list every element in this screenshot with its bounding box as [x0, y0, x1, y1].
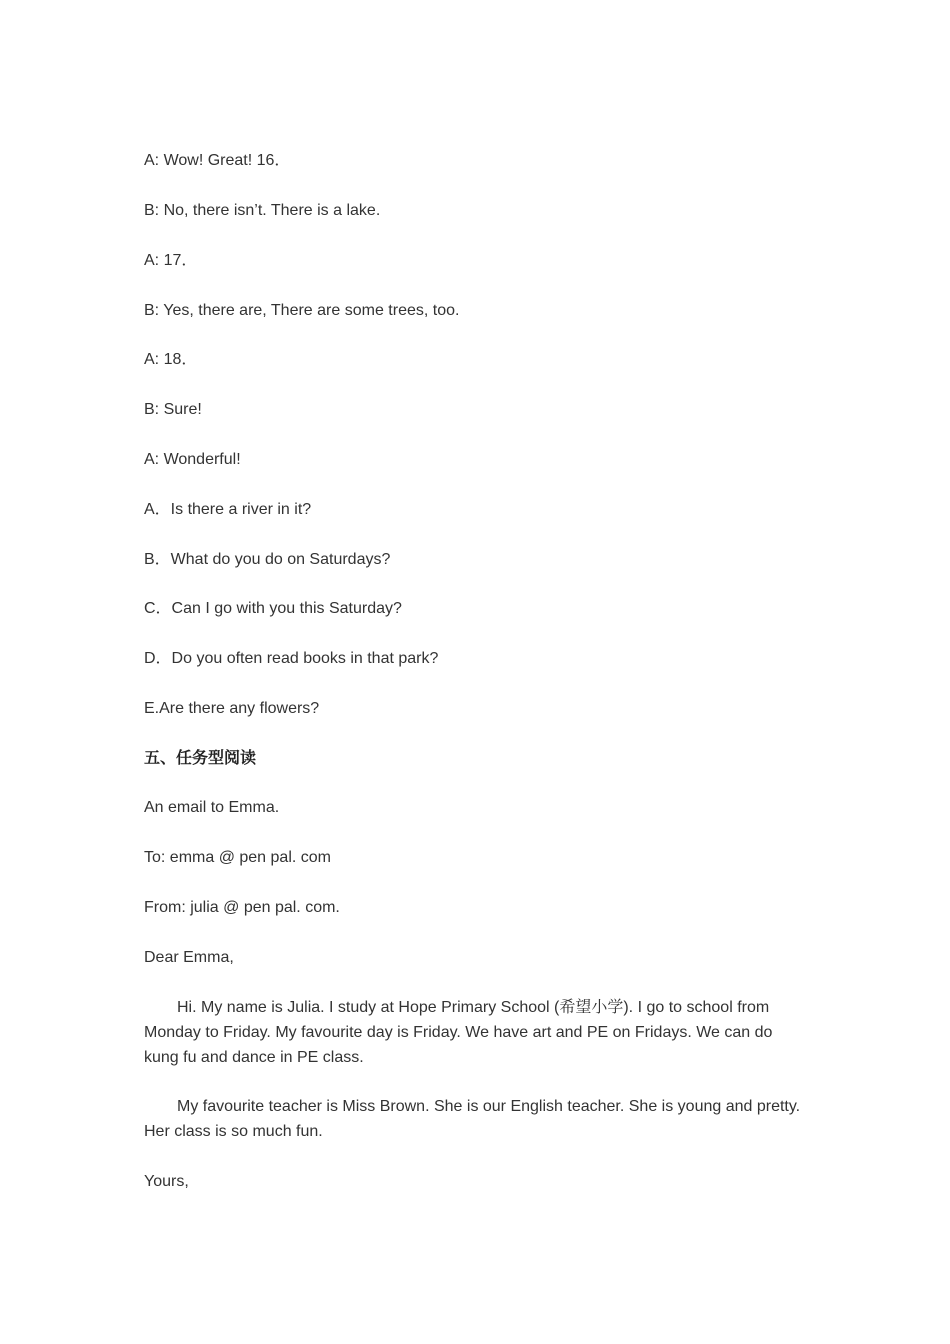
dialogue-line-5: A: 18．	[144, 351, 198, 368]
option-c: C．Can I go with you this Saturday?	[144, 600, 402, 617]
option-d: D．Do you often read books in that park?	[144, 650, 439, 667]
dialogue-line-3: A: 17．	[144, 252, 198, 269]
email-subject: An email to Emma.	[144, 799, 280, 816]
dialogue-line-6: B: Sure!	[144, 401, 202, 418]
email-from: From: julia @ pen pal. com.	[144, 899, 340, 916]
dialogue-line-2: B: No, there isn’t. There is a lake.	[144, 202, 381, 219]
option-a: A．Is there a river in it?	[144, 501, 312, 518]
dialogue-line-1: A: Wow! Great! 16．	[144, 152, 291, 169]
email-to: To: emma @ pen pal. com	[144, 849, 331, 866]
option-b: B．What do you do on Saturdays?	[144, 551, 391, 568]
email-paragraph-2: My favourite teacher is Miss Brown. She is our English teacher. She is young and pretty. Her class is so much fun.	[144, 1098, 801, 1140]
email-greeting: Dear Emma,	[144, 949, 234, 966]
email-paragraph-1: Hi. My name is Julia. I study at Hope Primary School (希望小学). I go to school from Monday to Friday. My favourite day is Friday. We have art and PE on Fridays. We can do kung fu and dance in PE class.	[144, 999, 773, 1066]
dialogue-line-4: B: Yes, there are, There are some trees, too.	[144, 302, 460, 319]
option-e: E.Are there any flowers?	[144, 700, 320, 717]
section-heading: 五、任务型阅读	[144, 750, 257, 767]
email-closing: Yours,	[144, 1173, 189, 1190]
dialogue-line-7: A: Wonderful!	[144, 451, 241, 468]
document-page	[144, 0, 808, 1344]
